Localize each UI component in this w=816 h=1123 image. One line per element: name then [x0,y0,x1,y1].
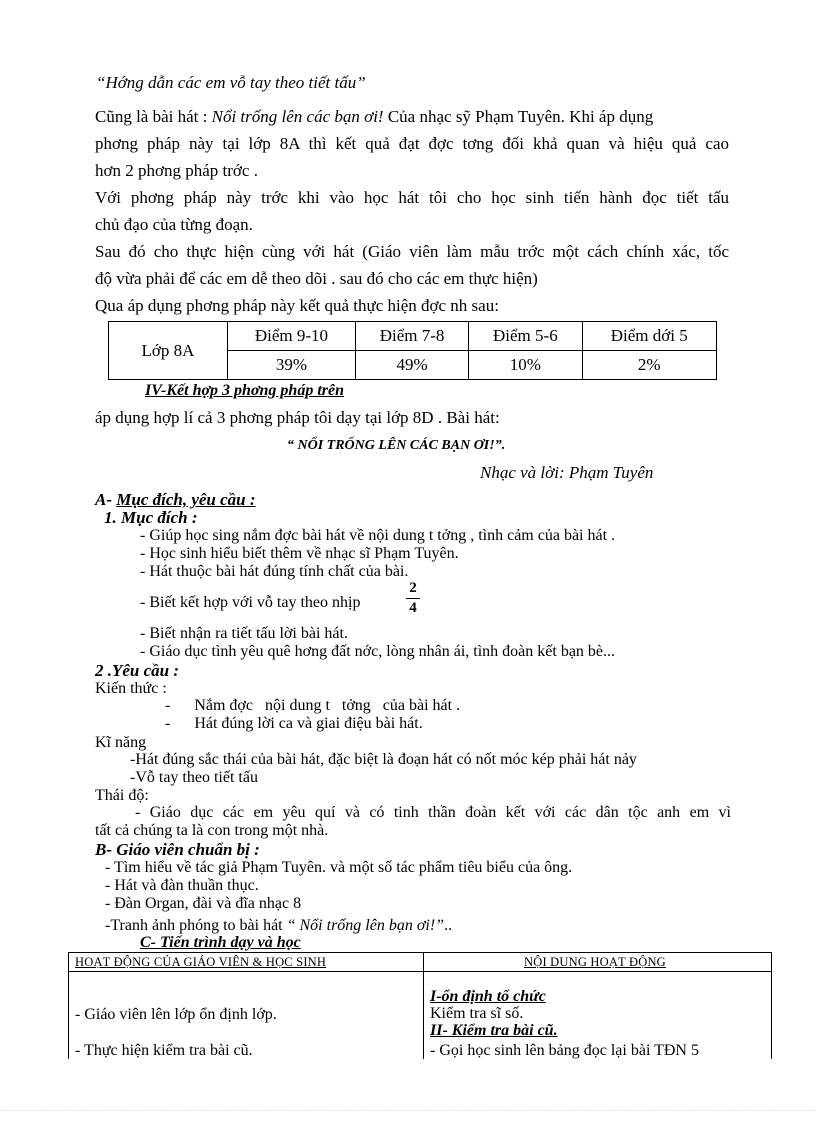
objective-item-5: - Biết nhận ra tiết tấu lời bài hát. [140,625,348,642]
song-title-text: “ NỔI TRỐNG LÊN CÁC BẠN ƠI!” [287,438,502,453]
class-label-cell: Lớp 8A [109,322,228,380]
paragraph-1-rest: Của nhạc sỹ Phạm Tuyên. Khi áp dụng [383,107,654,126]
skills-item-1: -Hát đúng sắc thái của bài hát, đặc biệt là đoạn hát có nốt móc kép phải hát nảy [130,751,637,768]
knowledge-label: Kiến thức : [95,680,167,697]
paragraph-1-line-1 [95,107,653,127]
part-c-heading: C- Tiến trình dạy và học [140,934,301,951]
value-score-7-8: 49% [355,351,468,380]
prep-item-4-prefix: -Tranh ảnh phóng to bài hát [105,917,287,934]
value-score-below-5: 2% [582,351,717,380]
song-name-inline: Nổi trống lên các bạn ơi! [211,107,384,126]
part-a-sub-1: 1. Mục đích : [104,508,198,527]
song-title-suffix: . [501,438,506,453]
activity-left-1: - Giáo viên lên lớp ổn định lớp. [75,1006,277,1023]
time-signature-bar [406,598,420,599]
paragraph-1-line-3: hơn 2 phơng pháp trớc . [95,161,258,180]
paragraph-1-line-2: phơng pháp này tại lớp 8A thì kết quả đạt đợc tơng đối khả quan và hiệu quả cao [95,134,729,153]
time-signature-top: 2 [409,580,417,596]
header-score-below-5: Điểm dới 5 [582,322,717,351]
prep-item-3: - Đàn Organ, đài và đĩa nhạc 8 [105,895,302,912]
objective-item-3: - Hát thuộc bài hát đúng tính chất của bài. [140,563,409,580]
knowledge-item-1: - Nắm đợc nội dung t tởng của bài hát . [165,697,461,714]
column-header-content: NỘI DUNG HOẠT ĐỘNG [524,955,666,969]
prep-item-4 [105,917,452,935]
part-a-heading [95,490,256,510]
paragraph-3-line-1: Sau đó cho thực hiện cùng với hát (Giáo viên làm mẫu trớc một cách chính xác, tốc [95,242,729,261]
value-score-5-6: 10% [469,351,582,380]
song-author: Nhạc và lời: Phạm Tuyên [480,463,654,482]
paragraph-3-line-2: độ vừa phải để các em dễ theo dõi . sau đó cho các em thực hiện) [95,269,538,288]
page-boundary [0,1110,816,1111]
skills-label: Kĩ năng [95,734,147,751]
time-signature [405,580,421,617]
results-table [108,321,717,380]
attitude-line-1: - Giáo dục các em yêu quí và có tinh thần đoàn kết với các dân tộc anh em vì [135,804,731,821]
objective-item-4: - Biết kết hợp với vỗ tay theo nhịp [140,594,361,611]
prep-item-2: - Hát và đàn thuần thục. [105,877,259,894]
method-quote: “Hớng dẫn các em vỗ tay theo tiết tấu” [96,73,366,92]
activity-table-divider [423,953,424,1059]
prep-item-4-song: “ Nổi trống lên bạn ơi!” [286,917,445,934]
skills-item-2: -Vỗ tay theo tiết tấu [130,769,258,786]
section-4-line: áp dụng hợp lí cả 3 phơng pháp tôi dạy tại lớp 8D . Bài hát: [95,408,500,427]
header-score-7-8: Điểm 7-8 [355,322,468,351]
content-heading-2: II- Kiểm tra bài cũ. [430,1022,558,1039]
attitude-label: Thái độ: [95,787,149,804]
part-b-heading: B- Giáo viên chuẩn bị : [95,840,260,859]
attitude-line-2: tất cả chúng ta là con trong một nhà. [95,822,329,839]
section-4-heading: IV-Kết hợp 3 phơng pháp trên [145,382,344,399]
content-heading-1: I-ổn định tổ chức [430,988,546,1005]
part-a-title: Mục đích, yêu cầu : [116,490,256,509]
content-item-2: - Gọi học sinh lên bảng đọc lại bài TĐN 5 [430,1042,699,1059]
objective-item-2: - Học sinh hiểu biết thêm về nhạc sĩ Phạm Tuyên. [140,545,459,562]
content-item-1: Kiểm tra sĩ số. [430,1005,524,1022]
prep-item-4-suffix: .. [444,917,453,934]
prep-item-1: - Tìm hiểu về tác giả Phạm Tuyên. và một số tác phẩm tiêu biểu của ông. [105,859,573,876]
paragraph-4: Qua áp dụng phơng pháp này kết quả thực hiện đợc nh sau: [95,296,499,315]
activity-table-header-line [69,971,771,972]
header-score-9-10: Điểm 9-10 [228,322,356,351]
knowledge-item-2: - Hát đúng lời ca và giai điệu bài hát. [165,715,423,732]
objective-item-6: - Giáo dục tình yêu quê hơng đất nớc, lòng nhân ái, tình đoàn kết bạn bè... [140,643,616,660]
paragraph-1-prefix: Cũng là bài hát : [95,107,212,126]
time-signature-bottom: 4 [409,600,417,616]
column-header-teacher-student: HOẠT ĐỘNG CỦA GIÁO VIÊN & HỌC SINH [75,955,327,969]
part-a-sub-2: 2 .Yêu cầu : [95,661,180,680]
part-a-prefix: A- [95,490,117,509]
song-title [287,438,505,454]
header-score-5-6: Điểm 5-6 [469,322,582,351]
activity-table [68,952,772,1059]
objective-item-1: - Giúp học sing nắm đợc bài hát về nội dung t tởng , tình cảm của bài hát . [140,527,616,544]
activity-left-2: - Thực hiện kiểm tra bài cũ. [75,1042,253,1059]
value-score-9-10: 39% [228,351,356,380]
paragraph-2-line-1: Với phơng pháp này trớc khi vào học hát tôi cho học sinh tiến hành đọc tiết tấu [95,188,729,207]
paragraph-2-line-2: chủ đạo của từng đoạn. [95,215,253,234]
